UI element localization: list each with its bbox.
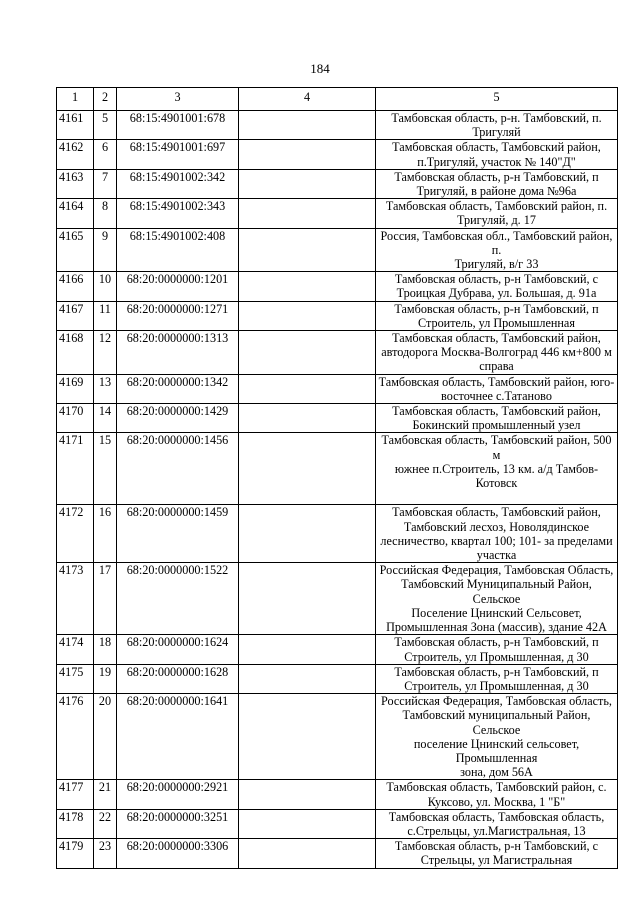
address-line: с.Стрельцы, ул.Магистральная, 13	[407, 823, 586, 838]
cadastral-number-cell: 68:20:0000000:1313	[117, 331, 239, 375]
column-header: 2	[94, 88, 117, 111]
cadastral-number-cell: 68:15:4901001:678	[117, 111, 239, 140]
record-number-cell: 4173	[57, 563, 94, 635]
column-4-cell	[239, 809, 376, 838]
address-cell	[376, 111, 618, 140]
cadastral-number-cell: 68:20:0000000:3251	[117, 809, 239, 838]
column-4-cell	[239, 635, 376, 664]
record-number-cell: 4161	[57, 111, 94, 140]
table-row	[57, 809, 618, 838]
index-cell: 22	[94, 809, 117, 838]
address-line: Тамбовская область, Тамбовский район, юго-	[378, 374, 615, 389]
column-4-cell	[239, 331, 376, 375]
index-cell: 6	[94, 140, 117, 169]
address-cell	[376, 839, 618, 868]
column-header: 5	[376, 88, 618, 111]
address-cell	[376, 505, 618, 563]
column-4-cell	[239, 140, 376, 169]
address-line: Тамбовская область, р-н. Тамбовский, п.	[391, 111, 602, 125]
cadastral-number-cell: 68:20:0000000:1628	[117, 664, 239, 693]
address-line: Стрельцы, ул Магистральная	[420, 853, 573, 868]
address-line: Тамбовская область, р-н Тамбовский, с	[394, 839, 599, 854]
table-row	[57, 404, 618, 433]
record-number-cell: 4169	[57, 374, 94, 403]
index-cell: 21	[94, 780, 117, 809]
index-cell: 11	[94, 301, 117, 330]
address-cell	[376, 635, 618, 664]
cadastral-number-cell: 68:20:0000000:3306	[117, 839, 239, 868]
cadastral-number-cell: 68:15:4901002:342	[117, 169, 239, 198]
index-cell: 14	[94, 404, 117, 433]
column-4-cell	[239, 272, 376, 301]
address-cell	[376, 694, 618, 780]
column-4-cell	[239, 169, 376, 198]
address-line: справа	[479, 359, 514, 374]
address-line: поселение Цнинский сельсовет, Промышленная	[413, 736, 580, 765]
cadastral-number-cell: 68:20:0000000:1201	[117, 272, 239, 301]
table-row	[57, 331, 618, 375]
address-line: Тамбовская область, р-н Тамбовский, с	[394, 272, 599, 287]
column-4-cell	[239, 301, 376, 330]
table-row	[57, 228, 618, 272]
record-number-cell: 4168	[57, 331, 94, 375]
address-line: Российская Федерация, Тамбовская область,	[381, 694, 612, 709]
address-line: Троицкая Дубрава, ул. Большая, д. 91а	[396, 286, 597, 301]
address-line: Тамбовская область, Тамбовский район, с.	[386, 780, 607, 795]
address-line: Куксово, ул. Москва, 1 "Б"	[427, 794, 566, 809]
index-cell: 8	[94, 199, 117, 228]
address-cell	[376, 169, 618, 198]
address-cell	[376, 272, 618, 301]
index-cell: 16	[94, 505, 117, 563]
cadastral-number-cell: 68:20:0000000:1271	[117, 301, 239, 330]
column-header: 3	[117, 88, 239, 111]
table-row	[57, 199, 618, 228]
address-line: Тригуляй	[472, 125, 521, 140]
cadastral-number-cell: 68:20:0000000:1429	[117, 404, 239, 433]
address-line: Поселение Цнинский Сельсовет,	[411, 605, 582, 620]
column-4-cell	[239, 374, 376, 403]
address-line: Тамбовская область, р-н Тамбовский, п	[394, 635, 599, 650]
address-line: лесничество, квартал 100; 101- за пределами	[380, 533, 613, 548]
index-cell: 17	[94, 563, 117, 635]
address-line: Тамбовская область, Тамбовская область,	[388, 809, 605, 824]
address-line: Тригуляй, д. 17	[457, 213, 536, 228]
index-cell: 13	[94, 374, 117, 403]
index-cell: 5	[94, 111, 117, 140]
index-cell: 20	[94, 694, 117, 780]
address-line: Бокинский промышленный узел	[412, 418, 581, 433]
record-number-cell: 4166	[57, 272, 94, 301]
cadastral-number-cell: 68:15:4901002:343	[117, 199, 239, 228]
table-row	[57, 169, 618, 198]
column-4-cell	[239, 228, 376, 272]
column-header: 1	[57, 88, 94, 111]
address-line: Тамбовская область, р-н Тамбовский, п	[394, 169, 599, 184]
column-header: 4	[239, 88, 376, 111]
address-line: Тамбовская область, р-н Тамбовский, п	[394, 301, 599, 316]
address-line: Тригуляй, в районе дома №96а	[416, 184, 577, 199]
cadastral-number-cell: 68:20:0000000:1342	[117, 374, 239, 403]
address-line: Тамбовский муниципальный Район, Сельское	[402, 708, 591, 737]
address-cell	[376, 228, 618, 272]
address-line: Тамбовская область, Тамбовский район,	[392, 404, 601, 419]
column-4-cell	[239, 111, 376, 140]
record-number-cell: 4165	[57, 228, 94, 272]
table-row	[57, 433, 618, 505]
table-row	[57, 694, 618, 780]
table-row	[57, 635, 618, 664]
address-line: автодорога Москва-Волгоград 446 км+800 м	[381, 345, 612, 360]
cadastral-number-cell: 68:20:0000000:1624	[117, 635, 239, 664]
column-4-cell	[239, 694, 376, 780]
record-number-cell: 4163	[57, 169, 94, 198]
address-line: Промышленная Зона (массив), здание 42А	[386, 620, 607, 635]
record-number-cell: 4178	[57, 809, 94, 838]
registry-table	[56, 87, 618, 869]
table-row	[57, 664, 618, 693]
record-number-cell: 4162	[57, 140, 94, 169]
index-cell: 12	[94, 331, 117, 375]
address-cell	[376, 433, 618, 505]
table-row	[57, 111, 618, 140]
address-line: зона, дом 56А	[460, 765, 533, 780]
table-row	[57, 505, 618, 563]
address-cell	[376, 301, 618, 330]
index-cell: 23	[94, 839, 117, 868]
table-row	[57, 563, 618, 635]
address-cell	[376, 404, 618, 433]
column-4-cell	[239, 404, 376, 433]
address-line: Тамбовская область, р-н Тамбовский, п	[394, 664, 599, 679]
record-number-cell: 4172	[57, 505, 94, 563]
column-4-cell	[239, 199, 376, 228]
column-4-cell	[239, 505, 376, 563]
address-line: Тригуляй, в/г 33	[454, 257, 539, 272]
record-number-cell: 4176	[57, 694, 94, 780]
address-cell	[376, 809, 618, 838]
address-line: Тамбовская область, Тамбовский район,	[392, 505, 601, 520]
cadastral-number-cell: 68:20:0000000:1456	[117, 433, 239, 505]
index-cell: 10	[94, 272, 117, 301]
index-cell: 7	[94, 169, 117, 198]
record-number-cell: 4179	[57, 839, 94, 868]
address-line: Тамбовская область, Тамбовский район, 500 м	[381, 433, 612, 462]
table-row	[57, 140, 618, 169]
table-row	[57, 839, 618, 868]
address-cell	[376, 331, 618, 375]
index-cell: 9	[94, 228, 117, 272]
address-line: п.Тригуляй, участок № 140"Д"	[417, 154, 576, 169]
record-number-cell: 4171	[57, 433, 94, 505]
index-cell: 15	[94, 433, 117, 505]
address-line: Тамбовская область, Тамбовский район,	[392, 331, 601, 346]
address-line: Тамбовская область, Тамбовский район, п.	[385, 199, 608, 214]
record-number-cell: 4170	[57, 404, 94, 433]
address-line: участка	[476, 548, 517, 563]
address-cell	[376, 199, 618, 228]
cadastral-number-cell: 68:20:0000000:1522	[117, 563, 239, 635]
table-header-row	[57, 88, 618, 111]
address-line: Строитель, ул Промышленная, д 30	[404, 649, 589, 664]
table-row	[57, 301, 618, 330]
address-line: Строитель, ул Промышленная, д 30	[404, 678, 589, 693]
address-cell	[376, 140, 618, 169]
address-cell	[376, 780, 618, 809]
address-line: Российская Федерация, Тамбовская Область,	[379, 563, 614, 578]
record-number-cell: 4175	[57, 664, 94, 693]
column-4-cell	[239, 839, 376, 868]
index-cell: 19	[94, 664, 117, 693]
address-line: Тамбовский Муниципальный Район, Сельское	[401, 577, 592, 606]
column-4-cell	[239, 433, 376, 505]
cadastral-number-cell: 68:20:0000000:2921	[117, 780, 239, 809]
table-row	[57, 374, 618, 403]
address-line: Тамбовская область, Тамбовский район,	[392, 140, 601, 155]
cadastral-number-cell: 68:20:0000000:1641	[117, 694, 239, 780]
column-4-cell	[239, 664, 376, 693]
column-4-cell	[239, 780, 376, 809]
record-number-cell: 4164	[57, 199, 94, 228]
index-cell: 18	[94, 635, 117, 664]
address-cell	[376, 664, 618, 693]
cadastral-number-cell: 68:20:0000000:1459	[117, 505, 239, 563]
cadastral-number-cell: 68:15:4901001:697	[117, 140, 239, 169]
record-number-cell: 4167	[57, 301, 94, 330]
cadastral-number-cell: 68:15:4901002:408	[117, 228, 239, 272]
address-line: южнее п.Строитель, 13 км. а/д Тамбов-Котовск	[394, 461, 599, 491]
address-line	[378, 490, 615, 504]
record-number-cell: 4174	[57, 635, 94, 664]
table-row	[57, 272, 618, 301]
column-4-cell	[239, 563, 376, 635]
table-row	[57, 780, 618, 809]
record-number-cell: 4177	[57, 780, 94, 809]
address-cell	[376, 563, 618, 635]
address-cell	[376, 374, 618, 403]
address-line: восточнее с.Татаново	[441, 388, 552, 403]
page-number: 184	[310, 61, 330, 76]
address-line: Строитель, ул Промышленная	[418, 315, 575, 330]
address-line: Тамбовский лесхоз, Новолядинское	[403, 519, 590, 534]
address-line: Россия, Тамбовская обл., Тамбовский район, п.	[380, 228, 613, 257]
